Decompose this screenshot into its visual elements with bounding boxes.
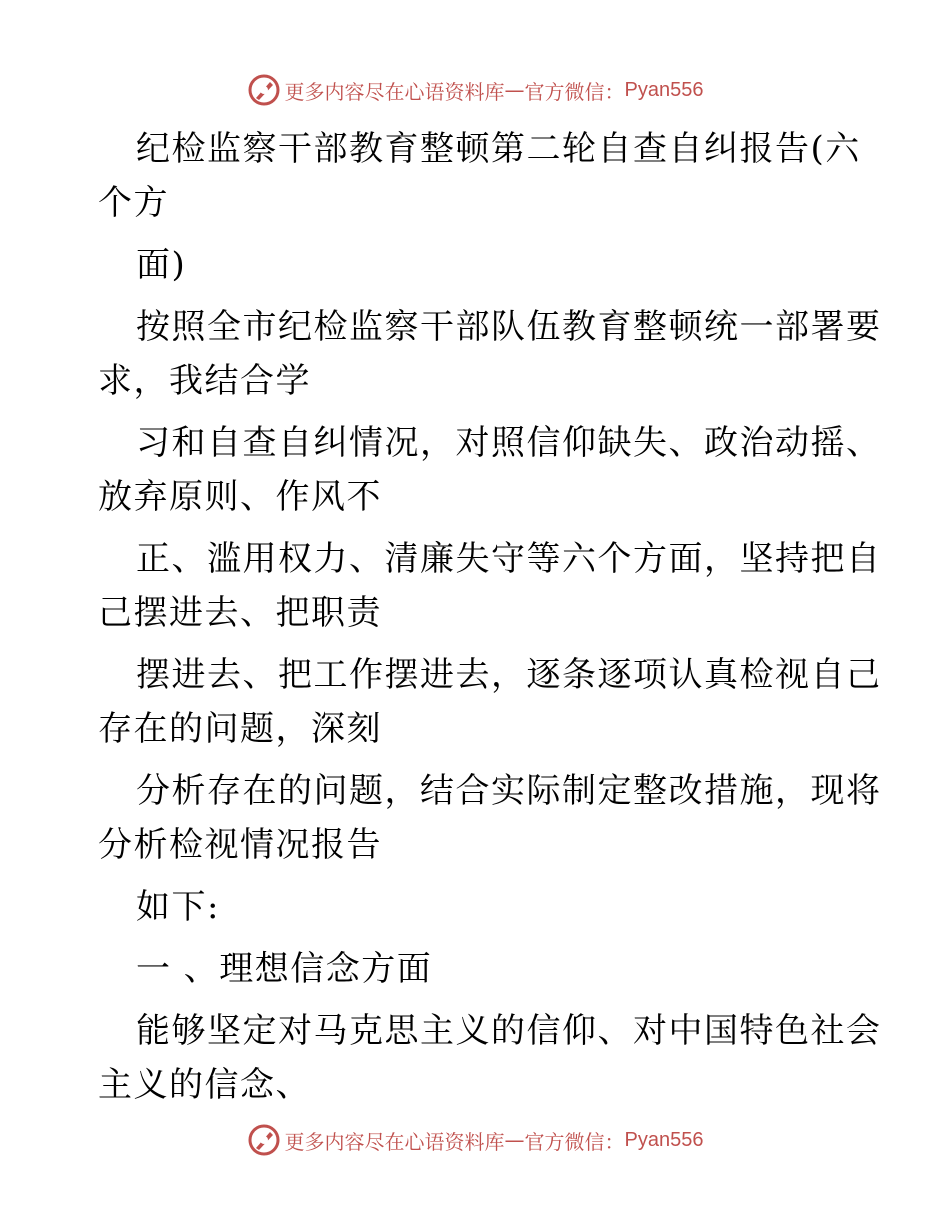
watermark-text: 更多内容尽在心语资料库 bbox=[284, 1129, 505, 1154]
paragraph bbox=[98, 532, 882, 640]
text-line: 存在的问题，深刻 bbox=[98, 709, 382, 749]
pen-logo-icon bbox=[247, 73, 281, 107]
text-line: 摆进去、把工作摆进去，逐条逐项认真检视自己 bbox=[136, 655, 882, 695]
text-line: 分析存在的问题，结合实际制定整改措施，现将 bbox=[136, 771, 882, 811]
text-line: 面) bbox=[136, 245, 187, 285]
section-heading bbox=[98, 942, 858, 996]
watermark-id: Pyan556 bbox=[624, 1128, 704, 1151]
paragraph bbox=[98, 300, 882, 408]
text-line: 个方 bbox=[98, 183, 169, 223]
text-line: 习和自查自纠情况，对照信仰缺失、政治动摇、 bbox=[136, 423, 882, 463]
document-title-continued bbox=[98, 238, 858, 292]
text-line: 主义的信念、 bbox=[98, 1065, 311, 1105]
header-watermark bbox=[0, 70, 950, 110]
watermark-text: 更多内容尽在心语资料库 bbox=[284, 79, 505, 104]
text-line: 能够坚定对马克思主义的信仰、对中国特色社会 bbox=[136, 1011, 882, 1051]
document-title bbox=[98, 122, 861, 230]
text-line: 己摆进去、把职责 bbox=[98, 593, 382, 633]
paragraph bbox=[98, 764, 882, 872]
document-body bbox=[98, 122, 882, 1112]
paragraph bbox=[98, 1004, 882, 1112]
text-line: 放弃原则、作风不 bbox=[98, 477, 382, 517]
text-line: 分析检视情况报告 bbox=[98, 825, 382, 865]
watermark-label: 官方微信： bbox=[524, 1129, 625, 1154]
paragraph bbox=[98, 880, 858, 934]
text-line: 一 、理想信念方面 bbox=[136, 949, 433, 989]
watermark-id: Pyan556 bbox=[624, 78, 704, 101]
watermark-label: 官方微信： bbox=[524, 79, 625, 104]
footer-watermark bbox=[0, 1120, 950, 1160]
text-line: 纪检监察干部教育整顿第二轮自查自纠报告(六 bbox=[136, 129, 861, 169]
paragraph bbox=[98, 416, 882, 524]
watermark-separator: — bbox=[504, 78, 525, 102]
text-line: 求，我结合学 bbox=[98, 361, 311, 401]
text-line: 正、滥用权力、清廉失守等六个方面，坚持把自 bbox=[136, 539, 882, 579]
text-line: 如下: bbox=[136, 887, 220, 927]
text-line: 按照全市纪检监察干部队伍教育整顿统一部署要 bbox=[136, 307, 882, 347]
paragraph bbox=[98, 648, 882, 756]
pen-logo-icon bbox=[247, 1123, 281, 1157]
watermark-separator: — bbox=[504, 1128, 525, 1152]
